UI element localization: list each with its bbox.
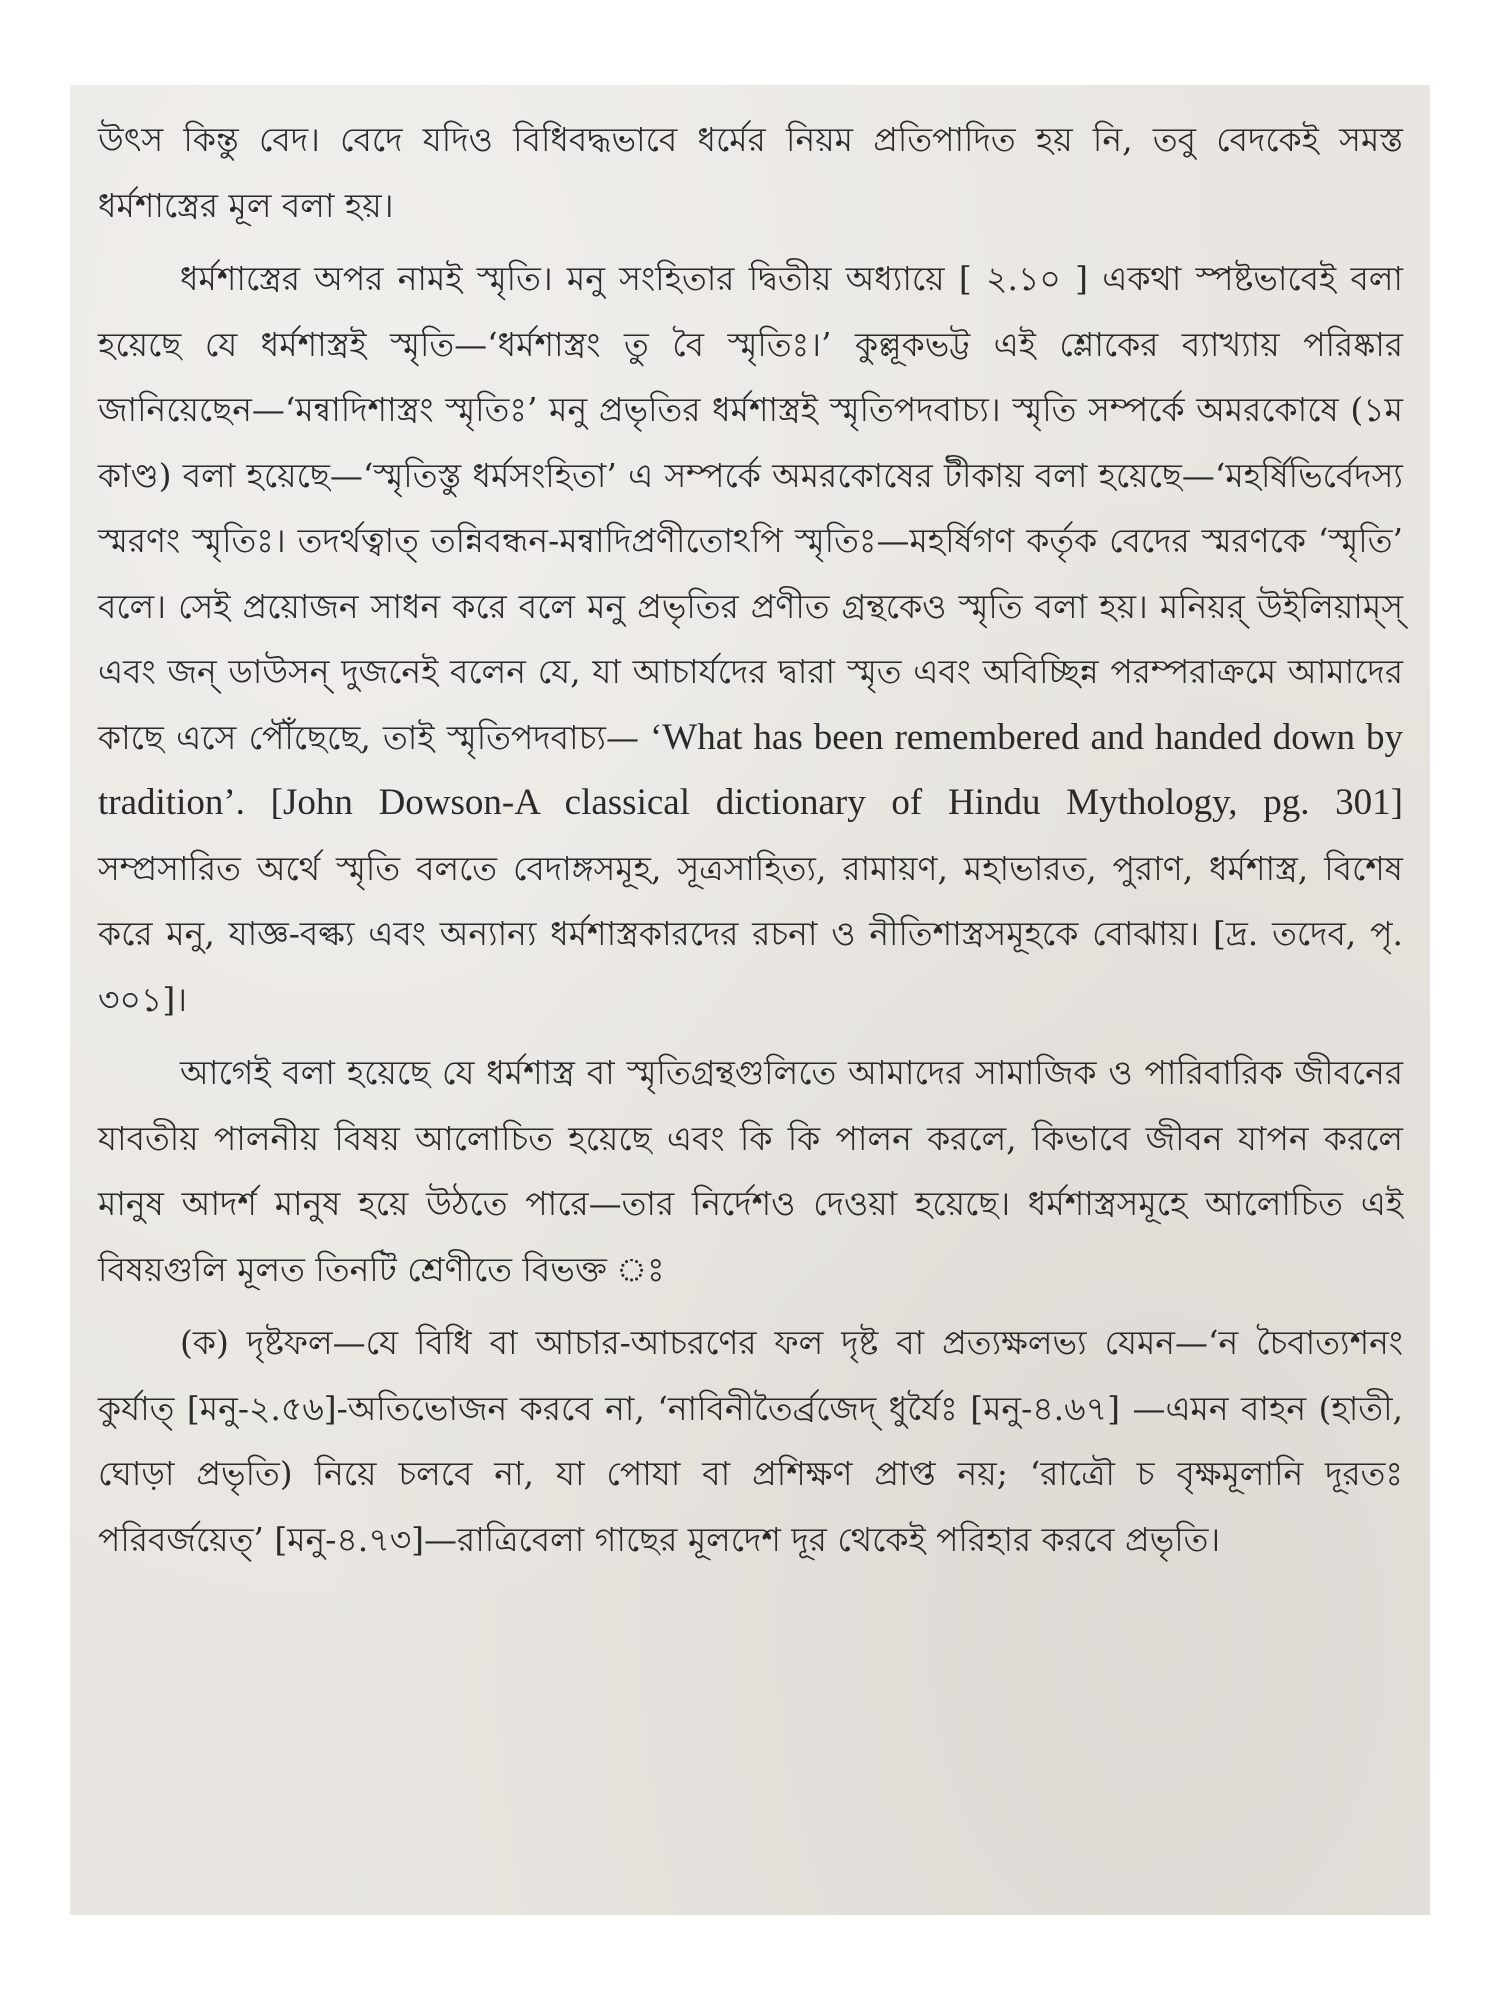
paragraph-text: ধর্মশাস্ত্রের অপর নামই স্মৃতি। মনু সংহিতার দ্বিতীয় অধ্যায়ে [ ২.১০ ] একথা স্পষ্টভাবেই বলা হয়েছে যে ধর্মশাস্ত্রই স্মৃতি—‘ধর্মশাস্ত্রং তু বৈ স্মৃতিঃ।’ কুল্লূকভট্ট এই শ্লোকের ব্যাখ্যায় পরিষ্কার জানিয়েছেন—‘মন্বাদিশাস্ত্রং স্মৃতিঃ’ মনু প্রভৃতির ধর্মশাস্ত্রই স্মৃতিপদবাচ্য। স্মৃতি সম্পর্কে অমরকোষে (১ম কাণ্ড) বলা হয়েছে—‘স্মৃতিস্তু ধর্মসংহিতা’ এ সম্পর্কে অমরকোষের টীকায় বলা হয়েছে—‘মহর্ষিভির্বেদস্য স্মরণং স্মৃতিঃ। তদর্থত্বাত্ তন্নিবন্ধন-মন্বাদিপ্রণীতোঽপি স্মৃতিঃ—মহর্ষিগণ কর্তৃক বেদের স্মরণকে ‘স্মৃতি’ বলে। সেই প্রয়োজন সাধন করে বলে মনু প্রভৃতির প্রণীত গ্রন্থকেও স্মৃতি বলা হয়। মনিয়র্ উইলিয়াম্‌স্ এবং জন্ ডাউসন্ দুজনেই বলেন যে, যা আচার্যদের দ্বারা স্মৃত এবং অবিচ্ছিন্ন পরম্পরাক্রমে আমাদের কাছে এসে পৌঁছেছে, তাই স্মৃতিপদবাচ্য—: [98, 259, 1403, 757]
paragraph-text: উৎস কিন্তু বেদ। বেদে যদিও বিধিবদ্ধভাবে ধর্মের নিয়ম প্রতিপাদিত হয় নি, তবু বেদকেই সমস্ত ধর্মশাস্ত্রের মূল বলা হয়।: [98, 120, 1403, 225]
english-quotation: ‘What has been remembered and handed down by tradition’. [John Dowson-A classical dictionary of Hindu Mythology, pg. 301]: [98, 716, 1403, 823]
paragraph-text-continued: সম্প্রসারিত অর্থে স্মৃতি বলতে বেদাঙ্গসমূহ, সূত্রসাহিত্য, রামায়ণ, মহাভারত, পুরাণ, ধর্মশাস্ত্র, বিশেষ করে মনু, যাজ্ঞ-বল্ক্য এবং অন্যান্য ধর্মশাস্ত্রকারদের রচনা ও নীতিশাস্ত্রসমূহকে বোঝায়। [দ্র. তদেব, পৃ. ৩০১]।: [98, 848, 1403, 1019]
scanned-book-page: [70, 85, 1430, 1915]
paragraph-smriti-definition: [98, 246, 1403, 1032]
paragraph-veda-source: [98, 107, 1403, 238]
page-body-text: [98, 107, 1403, 1580]
paragraph-text: আগেই বলা হয়েছে যে ধর্মশাস্ত্র বা স্মৃতিগ্রন্থগুলিতে আমাদের সামাজিক ও পারিবারিক জীবনের যাবতীয় পালনীয় বিষয় আলোচিত হয়েছে এবং কি কি পালন করলে, কিভাবে জীবন যাপন করলে মানুষ আদর্শ মানুষ হয়ে উঠতে পারে—তার নির্দেশও দেওয়া হয়েছে। ধর্মশাস্ত্রসমূহে আলোচিত এই বিষয়গুলি মূলত তিনটি শ্রেণীতে বিভক্ত ঃ: [98, 1053, 1403, 1289]
paragraph-text: (ক) দৃষ্টফল—যে বিধি বা আচার-আচরণের ফল দৃষ্ট বা প্রত্যক্ষলভ্য যেমন—‘ন চৈবাত্যশনং কুর্যাত্ [মনু-২.৫৬]-অতিভোজন করবে না, ‘নাবিনীতৈর্ব্রজেদ্ ধুর্যৈঃ [মনু-৪.৬৭] —এমন বাহন (হাতী, ঘোড়া প্রভৃতি) নিয়ে চলবে না, যা পোযা বা প্রশিক্ষণ প্রাপ্ত নয়; ‘রাত্রৌ চ বৃক্ষমূলানি দূরতঃ পরিবর্জয়েত্’ [মনু-৪.৭৩]—রাত্রিবেলা গাছের মূলদেশ দূর থেকেই পরিহার করবে প্রভৃতি।: [98, 1323, 1403, 1559]
paragraph-drishtaphala: [98, 1310, 1403, 1572]
paragraph-dharmashastra-topics: [98, 1040, 1403, 1302]
